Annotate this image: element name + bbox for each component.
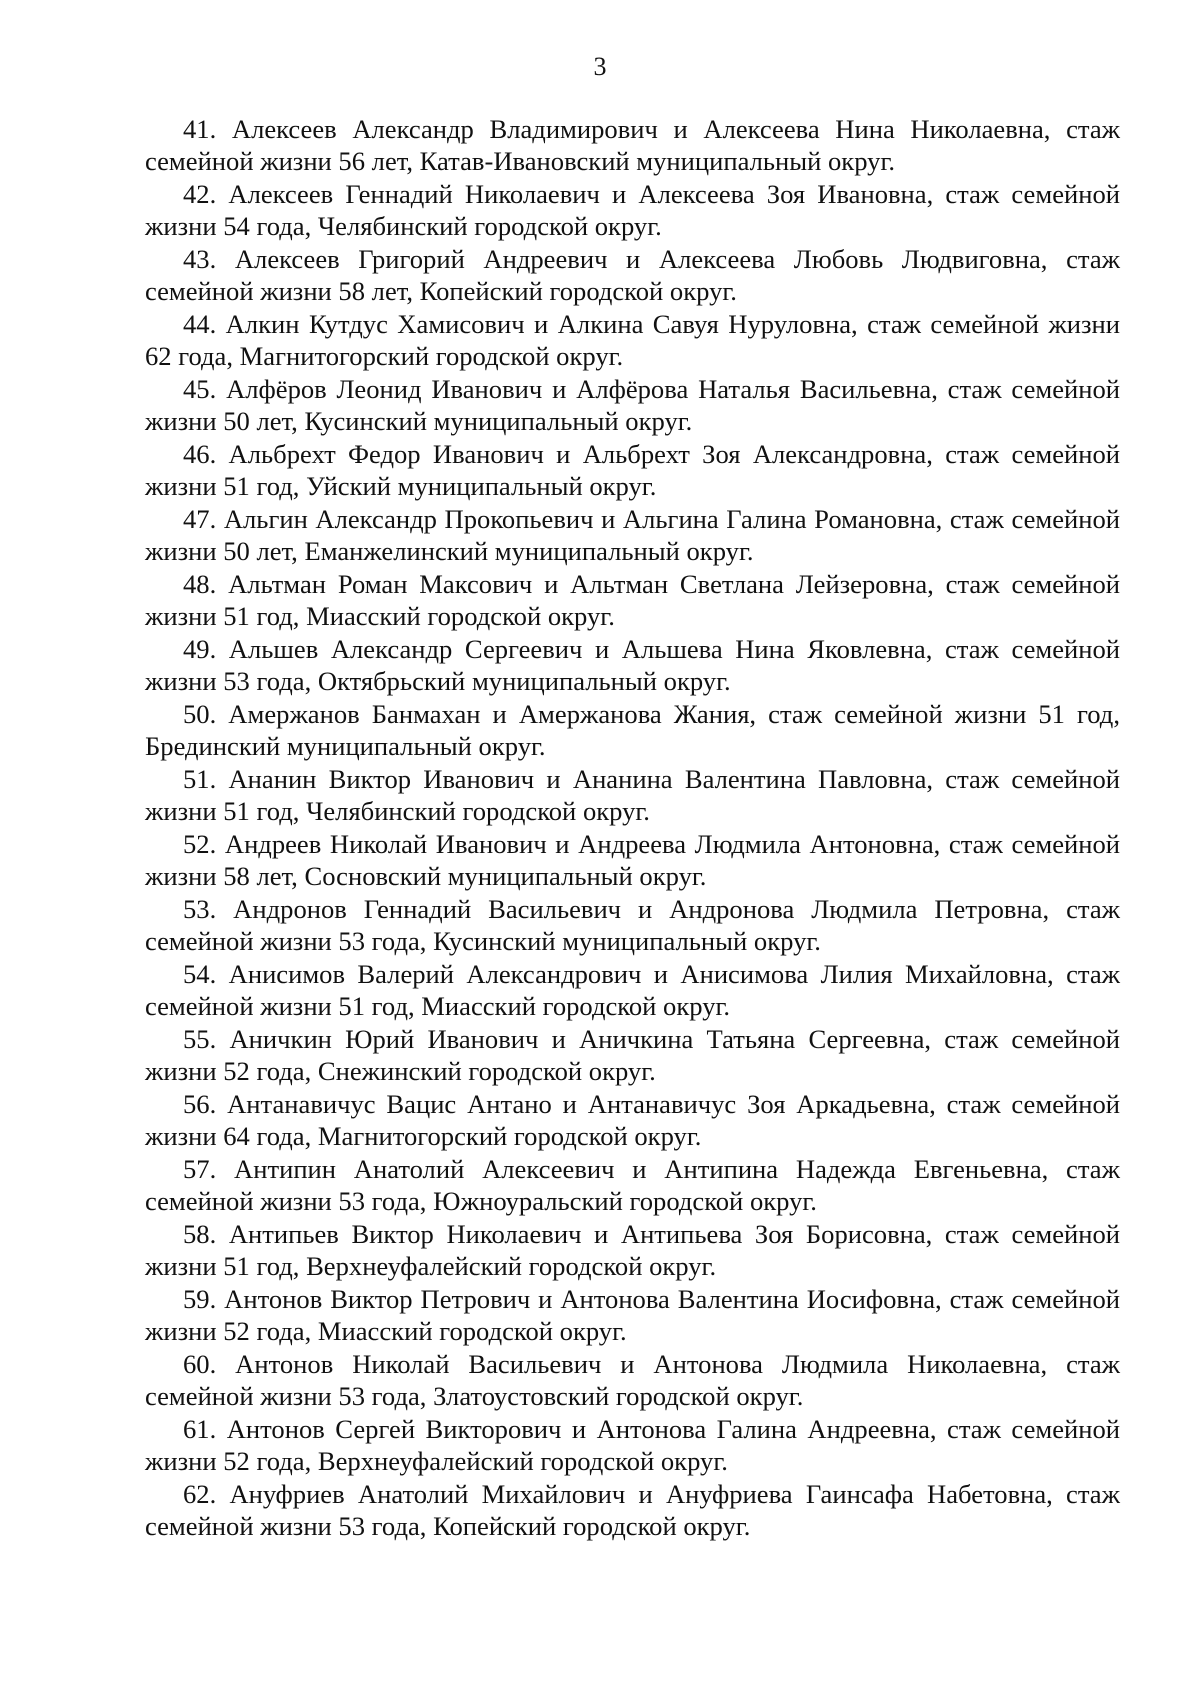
list-item: 47. Альгин Александр Прокопьевич и Альгина Галина Романовна, стаж семейной жизни 50 лет, Еманжелинский муниципальный округ. — [145, 504, 1120, 567]
list-item: 57. Антипин Анатолий Алексеевич и Антипина Надежда Евгеньевна, стаж семейной жизни 53 года, Южноуральский городской округ. — [145, 1154, 1120, 1217]
list-item: 54. Анисимов Валерий Александрович и Анисимова Лилия Михайловна, стаж семейной жизни 51 год, Миасский городской округ. — [145, 959, 1120, 1022]
list-item: 56. Антанавичус Вацис Антано и Антанавичус Зоя Аркадьевна, стаж семейной жизни 64 года, Магнитогорский городской округ. — [145, 1089, 1120, 1152]
awardee-list — [145, 113, 1120, 1543]
list-item: 48. Альтман Роман Максович и Альтман Светлана Лейзеровна, стаж семейной жизни 51 год, Миасский городской округ. — [145, 569, 1120, 632]
list-item: 41. Алексеев Александр Владимирович и Алексеева Нина Николаевна, стаж семейной жизни 56 лет, Катав-Ивановский муниципальный округ. — [145, 114, 1120, 177]
list-item: 51. Ананин Виктор Иванович и Ананина Валентина Павловна, стаж семейной жизни 51 год, Челябинский городской округ. — [145, 764, 1120, 827]
list-item: 45. Алфёров Леонид Иванович и Алфёрова Наталья Васильевна, стаж семейной жизни 50 лет, Кусинский муниципальный округ. — [145, 374, 1120, 437]
list-item: 55. Аничкин Юрий Иванович и Аничкина Татьяна Сергеевна, стаж семейной жизни 52 года, Снежинский городской округ. — [145, 1024, 1120, 1087]
list-item: 58. Антипьев Виктор Николаевич и Антипьева Зоя Борисовна, стаж семейной жизни 51 год, Верхнеуфалейский городской округ. — [145, 1219, 1120, 1282]
list-item: 42. Алексеев Геннадий Николаевич и Алексеева Зоя Ивановна, стаж семейной жизни 54 года, Челябинский городской округ. — [145, 179, 1120, 242]
list-item: 62. Ануфриев Анатолий Михайлович и Ануфриева Гаинсафа Набетовна, стаж семейной жизни 53 года, Копейский городской округ. — [145, 1479, 1120, 1542]
list-item: 52. Андреев Николай Иванович и Андреева Людмила Антоновна, стаж семейной жизни 58 лет, Сосновский муниципальный округ. — [145, 829, 1120, 892]
list-item: 59. Антонов Виктор Петрович и Антонова Валентина Иосифовна, стаж семейной жизни 52 года, Миасский городской округ. — [145, 1284, 1120, 1347]
list-item: 46. Альбрехт Федор Иванович и Альбрехт Зоя Александровна, стаж семейной жизни 51 год, Уйский муниципальный округ. — [145, 439, 1120, 502]
list-item: 53. Андронов Геннадий Васильевич и Андронова Людмила Петровна, стаж семейной жизни 53 года, Кусинский муниципальный округ. — [145, 894, 1120, 957]
page-number: 3 — [593, 52, 607, 81]
list-item: 61. Антонов Сергей Викторович и Антонова Галина Андреевна, стаж семейной жизни 52 года, Верхнеуфалейский городской округ. — [145, 1414, 1120, 1477]
list-item: 43. Алексеев Григорий Андреевич и Алексеева Любовь Людвиговна, стаж семейной жизни 58 лет, Копейский городской округ. — [145, 244, 1120, 307]
list-item: 49. Альшев Александр Сергеевич и Альшева Нина Яковлевна, стаж семейной жизни 53 года, Октябрьский муниципальный округ. — [145, 634, 1120, 697]
list-item: 60. Антонов Николай Васильевич и Антонова Людмила Николаевна, стаж семейной жизни 53 года, Златоустовский городской округ. — [145, 1349, 1120, 1412]
list-item: 50. Амержанов Банмахан и Амержанова Жания, стаж семейной жизни 51 год, Брединский муниципальный округ. — [145, 699, 1120, 762]
list-item: 44. Алкин Кутдус Хамисович и Алкина Савуя Нуруловна, стаж семейной жизни 62 года, Магнитогорский городской округ. — [145, 309, 1120, 372]
